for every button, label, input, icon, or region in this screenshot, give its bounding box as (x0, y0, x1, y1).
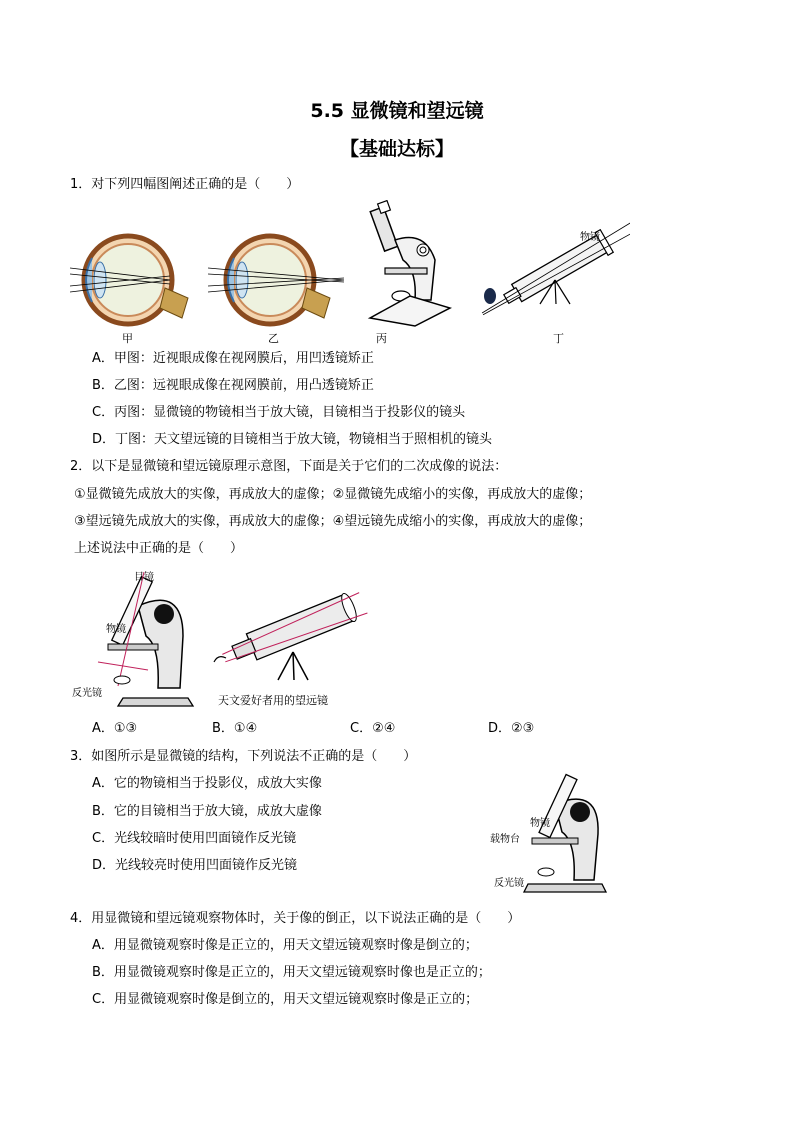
telescope-principle-diagram (208, 580, 368, 690)
label-objective: 物镜 (106, 624, 126, 635)
caption-jia: 甲 (122, 332, 133, 345)
label-stage-q3: 载物台 (490, 834, 520, 845)
label-objective-q3: 物镜 (530, 818, 550, 829)
telescope-diagram-ding (480, 218, 630, 318)
q3-option-d[interactable]: D．光线较亮时使用凹面镜作反光镜 (92, 858, 298, 873)
q2-option-a[interactable]: A．①③ (92, 721, 138, 736)
label-reflector-q3: 反光镜 (494, 878, 524, 889)
q1-option-c[interactable]: C．丙图：显微镜的物镜相当于放大镜，目镜相当于投影仪的镜头 (92, 405, 466, 420)
q3-option-a[interactable]: A．它的物镜相当于投影仪，成放大实像 (92, 776, 322, 791)
caption-ding: 丁 (553, 332, 564, 345)
q4-stem: 4．用显微镜和望远镜观察物体时，关于像的倒正，以下说法正确的是（ ） (70, 911, 521, 926)
microscope-structure-diagram (510, 772, 610, 896)
q1-stem: 1．对下列四幅图阐述正确的是（ ） (70, 177, 300, 192)
q3-option-c[interactable]: C．光线较暗时使用凹面镜作反光镜 (92, 831, 297, 846)
q2-statement-3-4: ③望远镜先成放大的实像，再成放大的虚像；④望远镜先成缩小的实像，再成放大的虚像； (74, 514, 592, 529)
q2-option-b[interactable]: B．①④ (212, 721, 258, 736)
label-eyepiece: 目镜 (134, 572, 154, 583)
q1-option-a[interactable]: A．甲图：近视眼成像在视网膜后，用凹透镜矫正 (92, 351, 374, 366)
q2-question: 上述说法中正确的是（ ） (74, 541, 244, 556)
eye-diagram-yi (208, 228, 348, 336)
q2-option-d[interactable]: D．②③ (488, 721, 535, 736)
microscope-principle-diagram (88, 566, 198, 710)
caption-yi: 乙 (268, 332, 279, 345)
eye-diagram-jia (70, 228, 195, 336)
telescope-caption: 天文爱好者用的望远镜 (218, 694, 328, 707)
caption-bing: 丙 (376, 332, 387, 345)
q2-option-c[interactable]: C．②④ (350, 721, 396, 736)
q4-option-c[interactable]: C．用显微镜观察时像是倒立的，用天文望远镜观察时像是正立的； (92, 992, 479, 1007)
q1-option-b[interactable]: B．乙图：远视眼成像在视网膜前，用凸透镜矫正 (92, 378, 374, 393)
q4-option-a[interactable]: A．用显微镜观察时像是正立的，用天文望远镜观察时像是倒立的； (92, 938, 478, 953)
label-reflector: 反光镜 (72, 688, 102, 699)
q2-statement-1-2: ①显微镜先成放大的实像，再成放大的虚像；②显微镜先成缩小的实像，再成放大的虚像； (74, 487, 592, 502)
q3-stem: 3．如图所示是显微镜的结构，下列说法不正确的是（ ） (70, 749, 417, 764)
q3-option-b[interactable]: B．它的目镜相当于放大镜，成放大虚像 (92, 804, 322, 819)
microscope-diagram-bing (355, 200, 455, 330)
q1-option-d[interactable]: D．丁图：天文望远镜的目镜相当于放大镜，物镜相当于照相机的镜头 (92, 432, 493, 447)
label-objective-lens: 物镜 (580, 232, 600, 243)
page-title: 5.5 显微镜和望远镜 (310, 100, 484, 122)
q4-option-b[interactable]: B．用显微镜观察时像是正立的，用天文望远镜观察时像也是正立的； (92, 965, 491, 980)
q2-stem: 2．以下是显微镜和望远镜原理示意图，下面是关于它们的二次成像的说法： (70, 459, 508, 474)
section-heading: 【基础达标】 (339, 138, 454, 160)
